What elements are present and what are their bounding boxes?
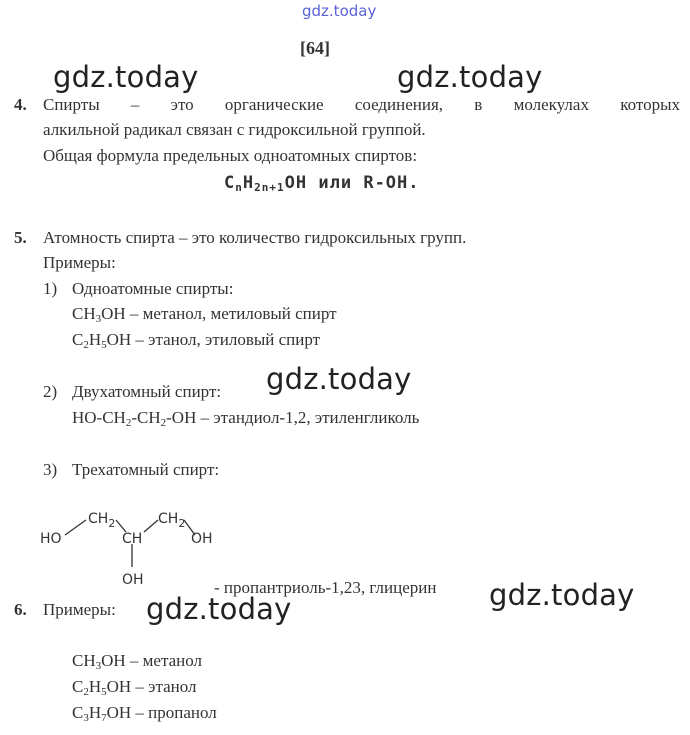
ch2-left-label: $CH_2$	[88, 511, 116, 530]
glycerol-name: - пропантриоль-1,23, глицерин	[214, 578, 437, 597]
list-marker-1: 1)	[43, 279, 58, 298]
q6-example-propanol: $C_3H_7OH$ – пропанол	[72, 703, 217, 724]
watermark: gdz.today	[146, 592, 292, 626]
page-number: [64]	[300, 38, 330, 58]
q6-examples-label: Примеры:	[43, 600, 116, 619]
q4-formula-intro: Общая формула предельных одноатомных спиртов:	[43, 146, 418, 165]
list-marker-2: 2)	[43, 382, 58, 401]
question-4-number: 4.	[14, 95, 27, 114]
q5-examples-label: Примеры:	[43, 253, 116, 272]
watermark: gdz.today	[266, 362, 412, 396]
ho-left-label: HO	[40, 531, 62, 547]
question-5-number: 5.	[14, 228, 27, 247]
monohydric-title: Одноатомные спирты:	[72, 279, 234, 298]
q4-definition-line2: алкильной радикал связан с гидроксильной группой.	[43, 120, 426, 139]
example-ethanol: $C_2H_5OH$ – этанол, этиловый спирт	[72, 330, 321, 351]
watermark: gdz.today	[489, 578, 635, 612]
q5-definition: Атомность спирта – это количество гидроксильных групп.	[43, 228, 467, 247]
q6-example-ethanol: $C_2H_5OH$ – этанол	[72, 677, 197, 698]
question-6-number: 6.	[14, 600, 27, 619]
ch2-right-label: $CH_2$	[158, 511, 186, 530]
oh-right-label: OH	[191, 531, 213, 547]
q4-definition-line1: Спирты – это органические соединения, в молекулах которых	[43, 95, 680, 114]
example-ethylene-glycol: $HO-CH_2-CH_2-OH$ – этандиол-1,2, этиленгликоль	[72, 408, 420, 429]
list-marker-3: 3)	[43, 460, 58, 479]
example-methanol: $CH_3OH$ – метанол, метиловый спирт	[72, 304, 337, 325]
trihydric-title: Трехатомный спирт:	[72, 460, 220, 479]
general-formula: $C_nH_{2n+1}OH$ или R-OH.	[224, 173, 420, 194]
watermark: gdz.today	[53, 60, 199, 94]
dihydric-title: Двухатомный спирт:	[72, 382, 222, 401]
watermark-top: gdz.today	[302, 2, 377, 20]
oh-bottom-label: OH	[122, 572, 144, 588]
watermark: gdz.today	[397, 60, 543, 94]
glycerol-structure	[38, 502, 228, 594]
q6-example-methanol: $CH_3OH$ – метанол	[72, 651, 203, 672]
ch-label: CH	[122, 531, 143, 547]
